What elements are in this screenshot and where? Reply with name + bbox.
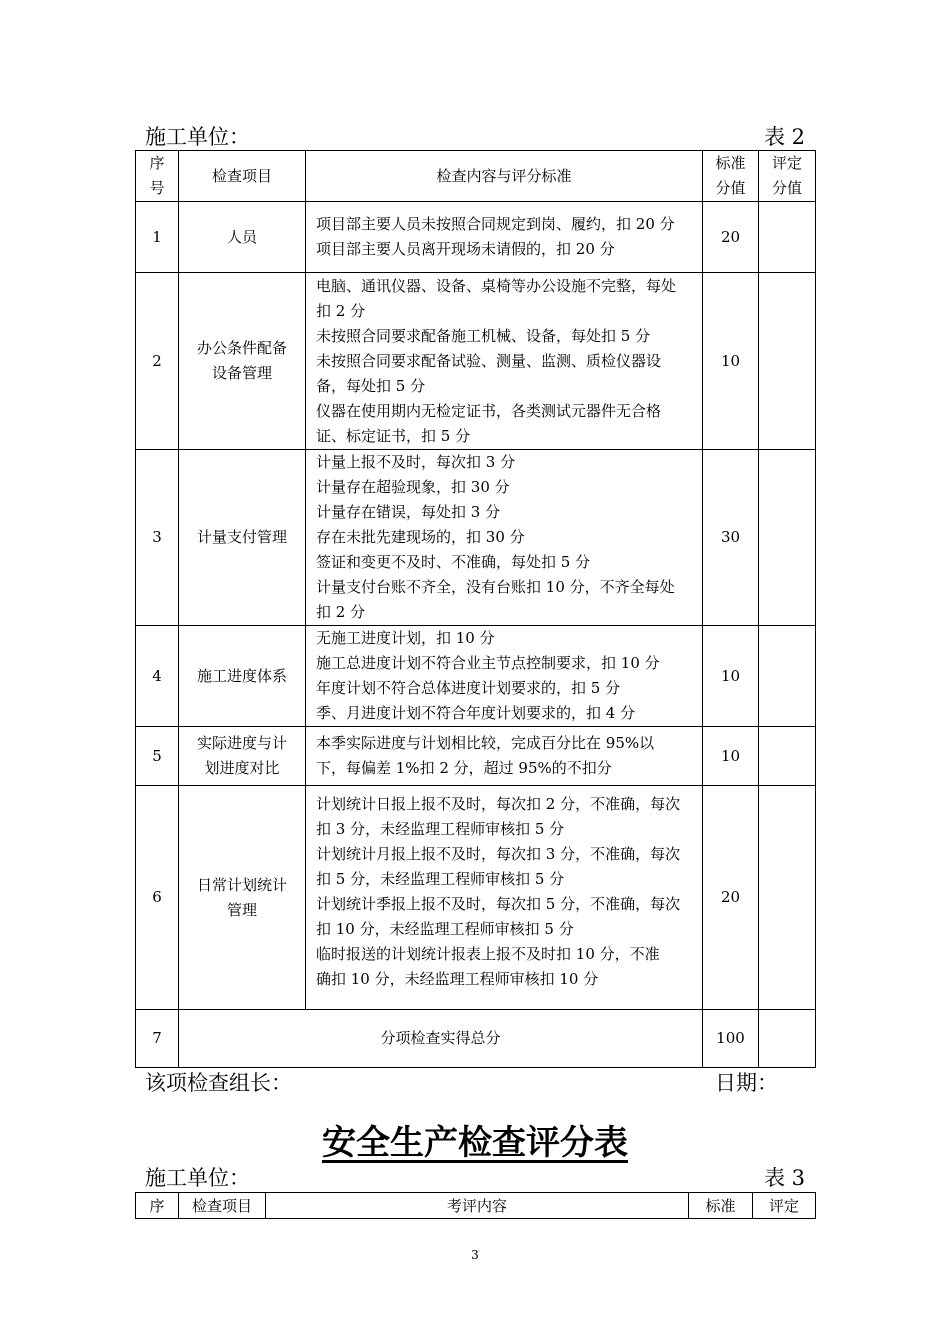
table-row: [136, 626, 816, 727]
page-title: [0, 1122, 950, 1164]
table2-total-row: [136, 1010, 816, 1068]
content-line: 扣 3 分，未经监理工程师审核扣 5 分: [316, 820, 565, 838]
table3-unit-label: 施工单位：: [145, 1166, 250, 1190]
content-line: 施工总进度计划不符合业主节点控制要求，扣 10 分: [316, 654, 660, 672]
header-seq: 序号: [136, 151, 179, 202]
content-line: 电脑、通讯仪器、设备、桌椅等办公设施不完整，每处: [316, 276, 677, 295]
content-line: 确扣 10 分，未经监理工程师审核扣 10 分: [316, 970, 599, 988]
content-line: 本季实际进度与计划相比较，完成百分比在 95%以: [316, 734, 655, 752]
row-content: [306, 450, 703, 626]
content-line: 项目部主要人员离开现场未请假的，扣 20 分: [316, 240, 615, 258]
content-line: 签证和变更不及时、不准确，每处扣 5 分: [316, 553, 591, 571]
table2-header-row: [136, 151, 816, 202]
table2-unit-label: 施工单位：: [145, 125, 250, 149]
row-content: [306, 786, 703, 1010]
table-row: [136, 202, 816, 273]
header-standard: 标准: [689, 1193, 753, 1219]
row-score: 20: [703, 202, 759, 273]
row-seq: 1: [136, 202, 179, 273]
row-score: 10: [703, 727, 759, 786]
total-rated: [759, 1010, 816, 1068]
content-line: 无施工进度计划，扣 10 分: [316, 629, 495, 647]
content-line: 下，每偏差 1%扣 2 分，超过 95%的不扣分: [316, 759, 612, 777]
row-score: 20: [703, 786, 759, 1010]
page-title-text: 安全生产检查评分表: [322, 1123, 628, 1163]
content-line: 计划统计日报上报不及时，每次扣 2 分，不准确，每次: [316, 795, 681, 813]
content-line: 扣 5 分，未经监理工程师审核扣 5 分: [316, 870, 565, 888]
content-line: 证、标定证书，扣 5 分: [316, 426, 471, 445]
content-line: 临时报送的计划统计报表上报不及时扣 10 分，不准: [316, 945, 660, 963]
row-seq: 2: [136, 273, 179, 450]
date-label: 日期：: [715, 1071, 778, 1095]
row-content: [306, 202, 703, 273]
table-row: [136, 273, 816, 450]
content-line: 计量上报不及时，每次扣 3 分: [316, 453, 516, 471]
content-line: 计量存在超验现象，扣 30 分: [316, 478, 510, 496]
row-rated: [759, 273, 816, 450]
row-item: 日常计划统计管理: [179, 786, 306, 1010]
header-seq: 序: [136, 1193, 179, 1219]
row-item: 施工进度体系: [179, 626, 306, 727]
content-line: 扣 10 分，未经监理工程师审核扣 5 分: [316, 920, 574, 938]
row-rated: [759, 202, 816, 273]
row-item: 实际进度与计划进度对比: [179, 727, 306, 786]
content-line: 备，每处扣 5 分: [316, 376, 426, 395]
content-line: 计量支付台账不齐全，没有台账扣 10 分，不齐全每处: [316, 578, 675, 596]
content-line: 计划统计季报上报不及时，每次扣 5 分，不准确，每次: [316, 895, 681, 913]
table2-number: 表 2: [763, 125, 805, 149]
row-item: 计量支付管理: [179, 450, 306, 626]
row-rated: [759, 626, 816, 727]
table3: [135, 1192, 816, 1219]
content-line: 计量存在错误，每处扣 3 分: [316, 503, 501, 521]
header-rated: 评定分值: [759, 151, 816, 202]
content-line: 存在未批先建现场的，扣 30 分: [316, 528, 525, 546]
table-row: [136, 786, 816, 1010]
table-row: [136, 727, 816, 786]
header-item: 检查项目: [179, 151, 306, 202]
row-score: 30: [703, 450, 759, 626]
row-content: [306, 273, 703, 450]
table-row: [136, 450, 816, 626]
header-rated: 评定: [753, 1193, 816, 1219]
header-item: 检查项目: [179, 1193, 266, 1219]
row-rated: [759, 727, 816, 786]
row-seq: 6: [136, 786, 179, 1010]
header-content: 考评内容: [266, 1193, 689, 1219]
content-line: 未按照合同要求配备施工机械、设备，每处扣 5 分: [316, 326, 651, 345]
inspection-leader-label: 该项检查组长：: [145, 1071, 292, 1095]
content-line: 计划统计月报上报不及时，每次扣 3 分，不准确，每次: [316, 845, 681, 863]
content-line: 扣 2 分: [316, 301, 366, 320]
row-seq: 5: [136, 727, 179, 786]
row-seq: 3: [136, 450, 179, 626]
total-score: 100: [703, 1010, 759, 1068]
row-seq: 4: [136, 626, 179, 727]
content-line: 仪器在使用期内无检定证书，各类测试元器件无合格: [316, 401, 662, 420]
header-content: 检查内容与评分标准: [306, 151, 703, 202]
row-rated: [759, 450, 816, 626]
content-line: 项目部主要人员未按照合同规定到岗、履约，扣 20 分: [316, 215, 675, 233]
row-content: [306, 626, 703, 727]
table3-header-row: [136, 1193, 816, 1219]
row-item: 办公条件配备设备管理: [179, 273, 306, 450]
content-line: 未按照合同要求配备试验、测量、监测、质检仪器设: [316, 351, 662, 370]
header-standard: 标准分值: [703, 151, 759, 202]
content-line: 年度计划不符合总体进度计划要求的，扣 5 分: [316, 679, 621, 697]
table3-number: 表 3: [763, 1166, 805, 1190]
row-item: 人员: [179, 202, 306, 273]
table2: [135, 150, 816, 1068]
row-score: 10: [703, 273, 759, 450]
row-content: [306, 727, 703, 786]
row-rated: [759, 786, 816, 1010]
total-label: 分项检查实得总分: [179, 1010, 703, 1068]
total-seq: 7: [136, 1010, 179, 1068]
row-score: 10: [703, 626, 759, 727]
page-number: 3: [471, 1248, 479, 1262]
content-line: 扣 2 分: [316, 603, 366, 621]
content-line: 季、月进度计划不符合年度计划要求的，扣 4 分: [316, 704, 636, 722]
